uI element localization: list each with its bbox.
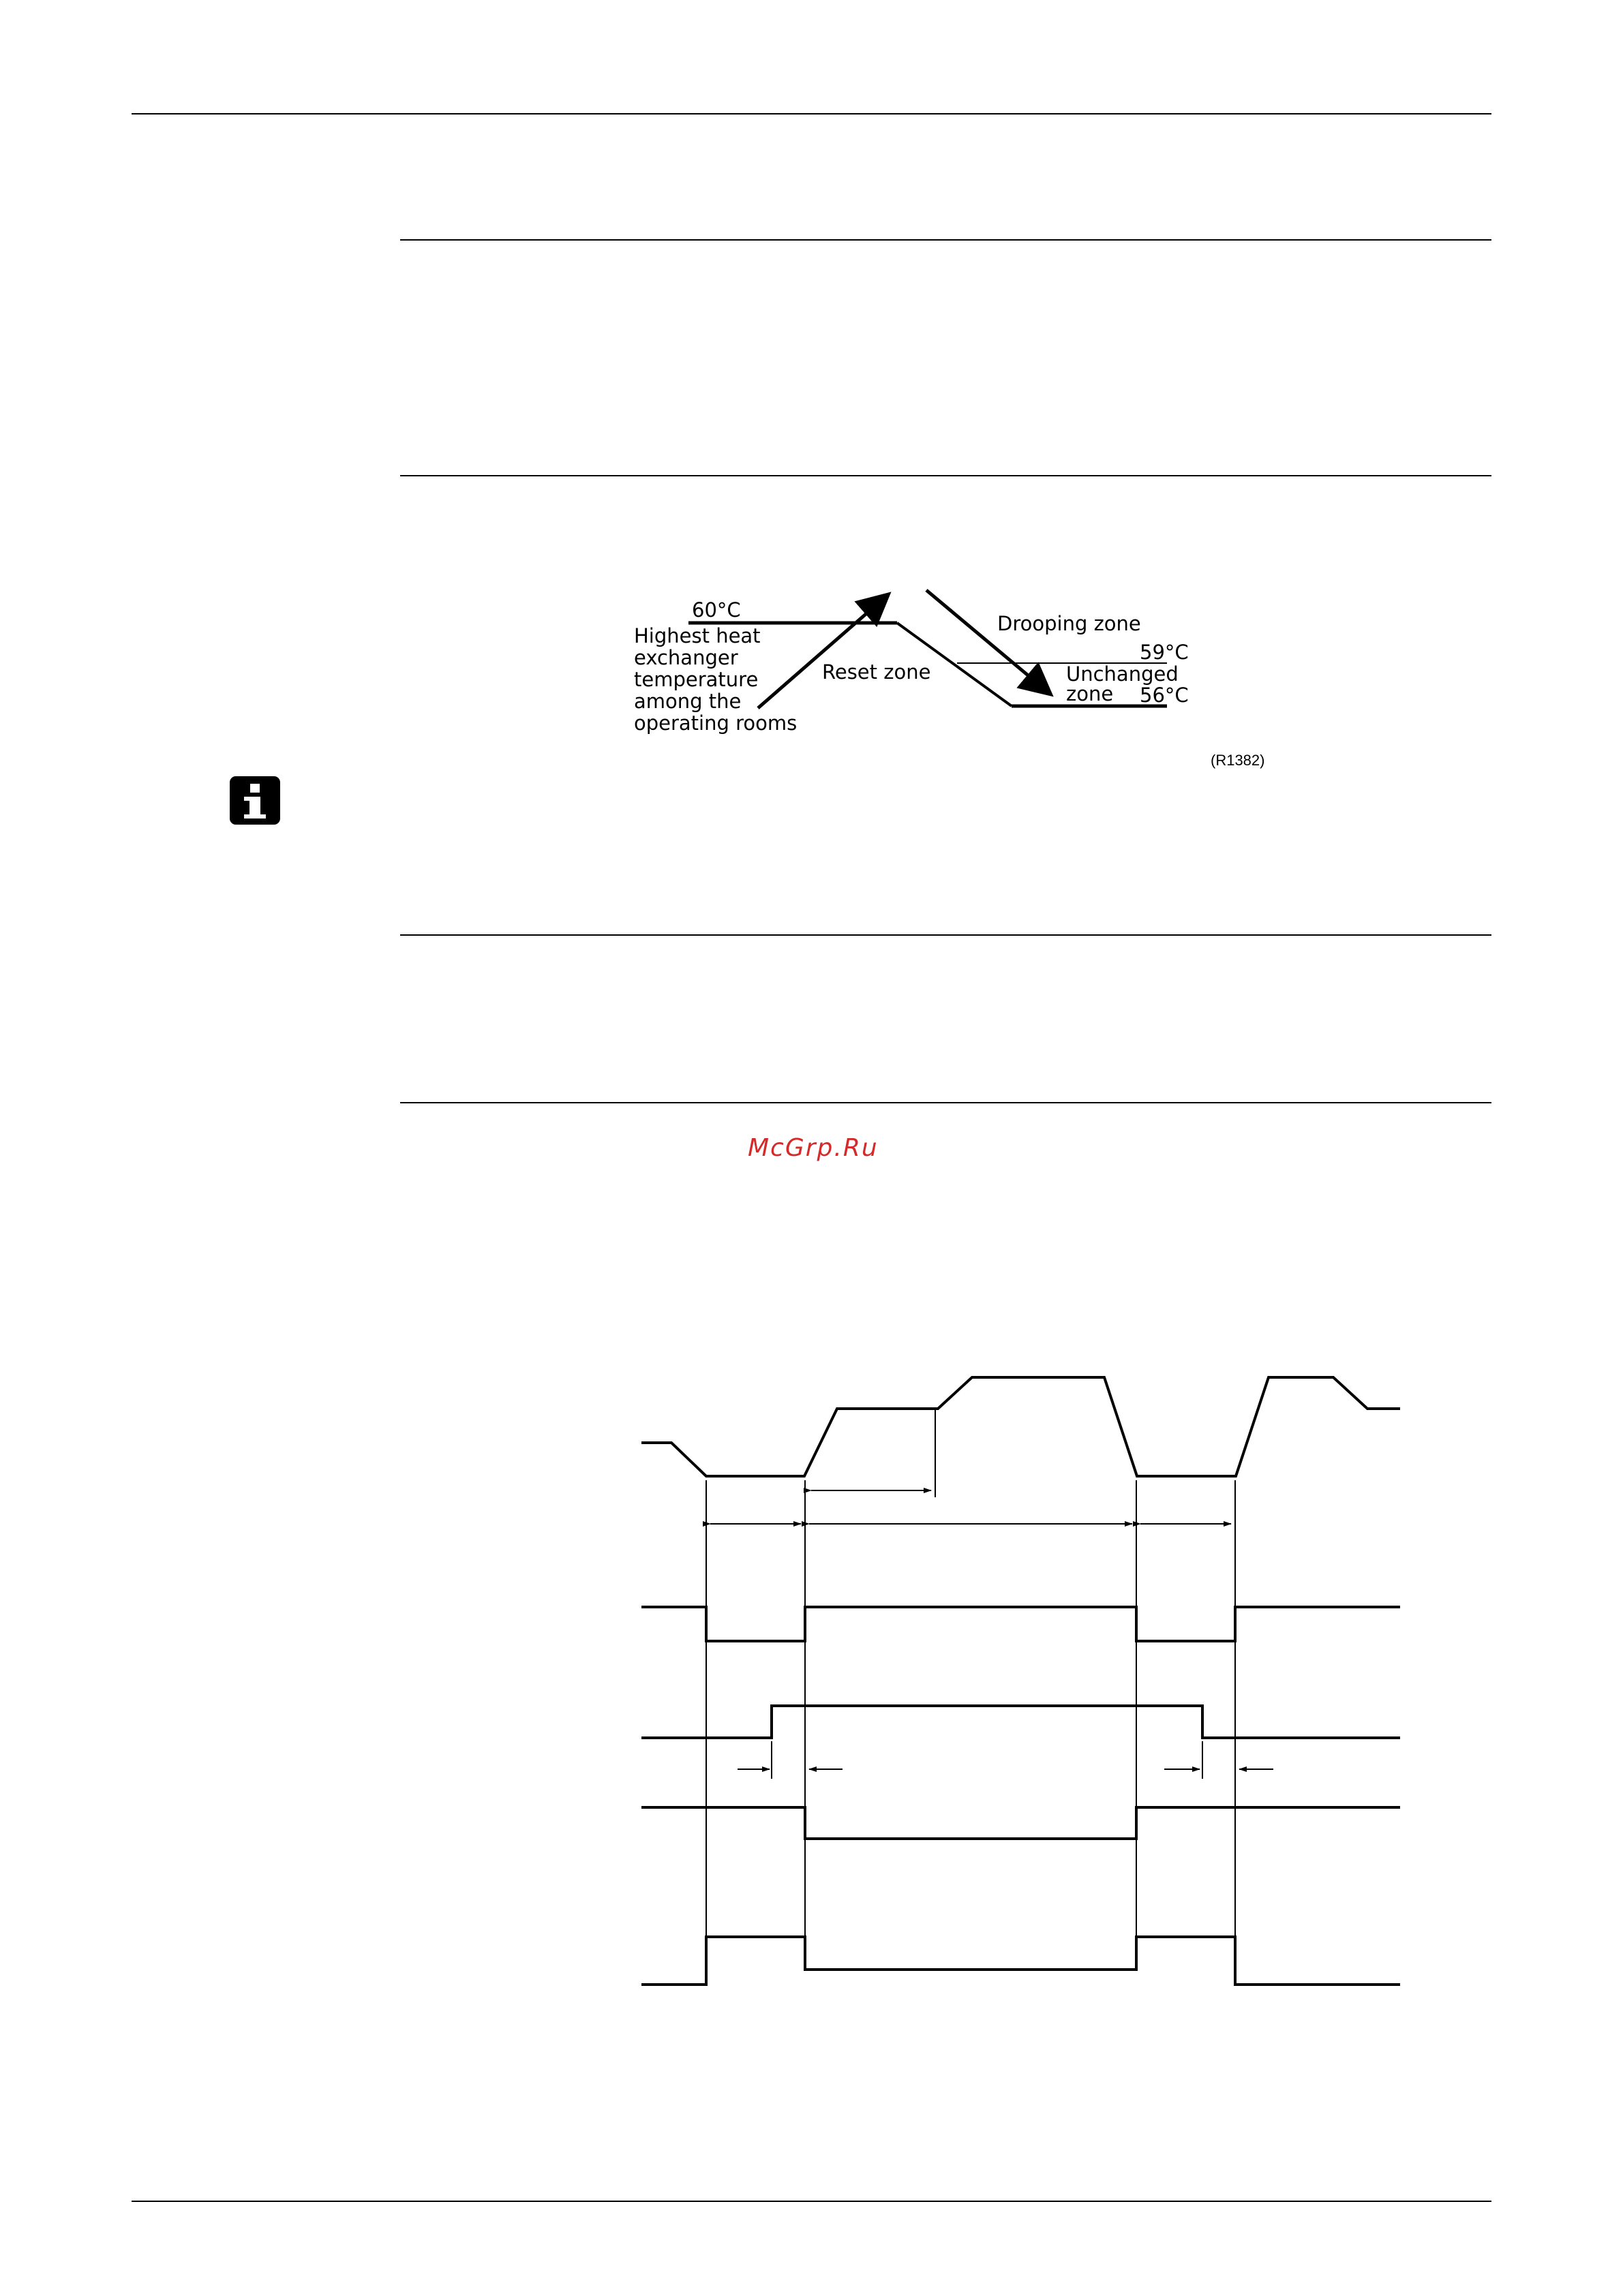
drooping-zone-label: Drooping zone bbox=[997, 612, 1141, 635]
temp-60-label: 60°C bbox=[692, 598, 741, 622]
y-axis-label-line: exchanger bbox=[634, 646, 738, 669]
temperature-waveform bbox=[641, 1377, 1400, 1476]
signal-waveform bbox=[641, 1607, 1400, 1641]
y-axis-label-line: among the bbox=[634, 690, 742, 713]
falling-arrow bbox=[926, 590, 1048, 692]
info-icon bbox=[230, 776, 280, 825]
y-axis-label bbox=[634, 624, 797, 735]
signal-waveform bbox=[641, 1807, 1400, 1839]
rising-arrow bbox=[758, 596, 886, 708]
peak-cut-zone-diagram bbox=[634, 590, 1264, 769]
reset-zone-label: Reset zone bbox=[822, 660, 931, 684]
unchanged-zone-line: zone bbox=[1066, 682, 1114, 705]
timing-chart bbox=[641, 1377, 1400, 1985]
watermark: McGrp.Ru bbox=[748, 1134, 879, 1162]
temp-56-label: 56°C bbox=[1140, 684, 1189, 707]
y-axis-label-line: Highest heat bbox=[634, 624, 761, 647]
figure-code: (R1382) bbox=[1211, 752, 1265, 769]
temp-59-label: 59°C bbox=[1140, 641, 1189, 664]
unchanged-zone-line: Unchanged bbox=[1066, 662, 1179, 686]
signal-waveform bbox=[641, 1706, 1400, 1738]
y-axis-label-line: operating rooms bbox=[634, 711, 798, 735]
y-axis-label-line: temperature bbox=[634, 668, 759, 691]
signal-waveform bbox=[641, 1937, 1400, 1985]
